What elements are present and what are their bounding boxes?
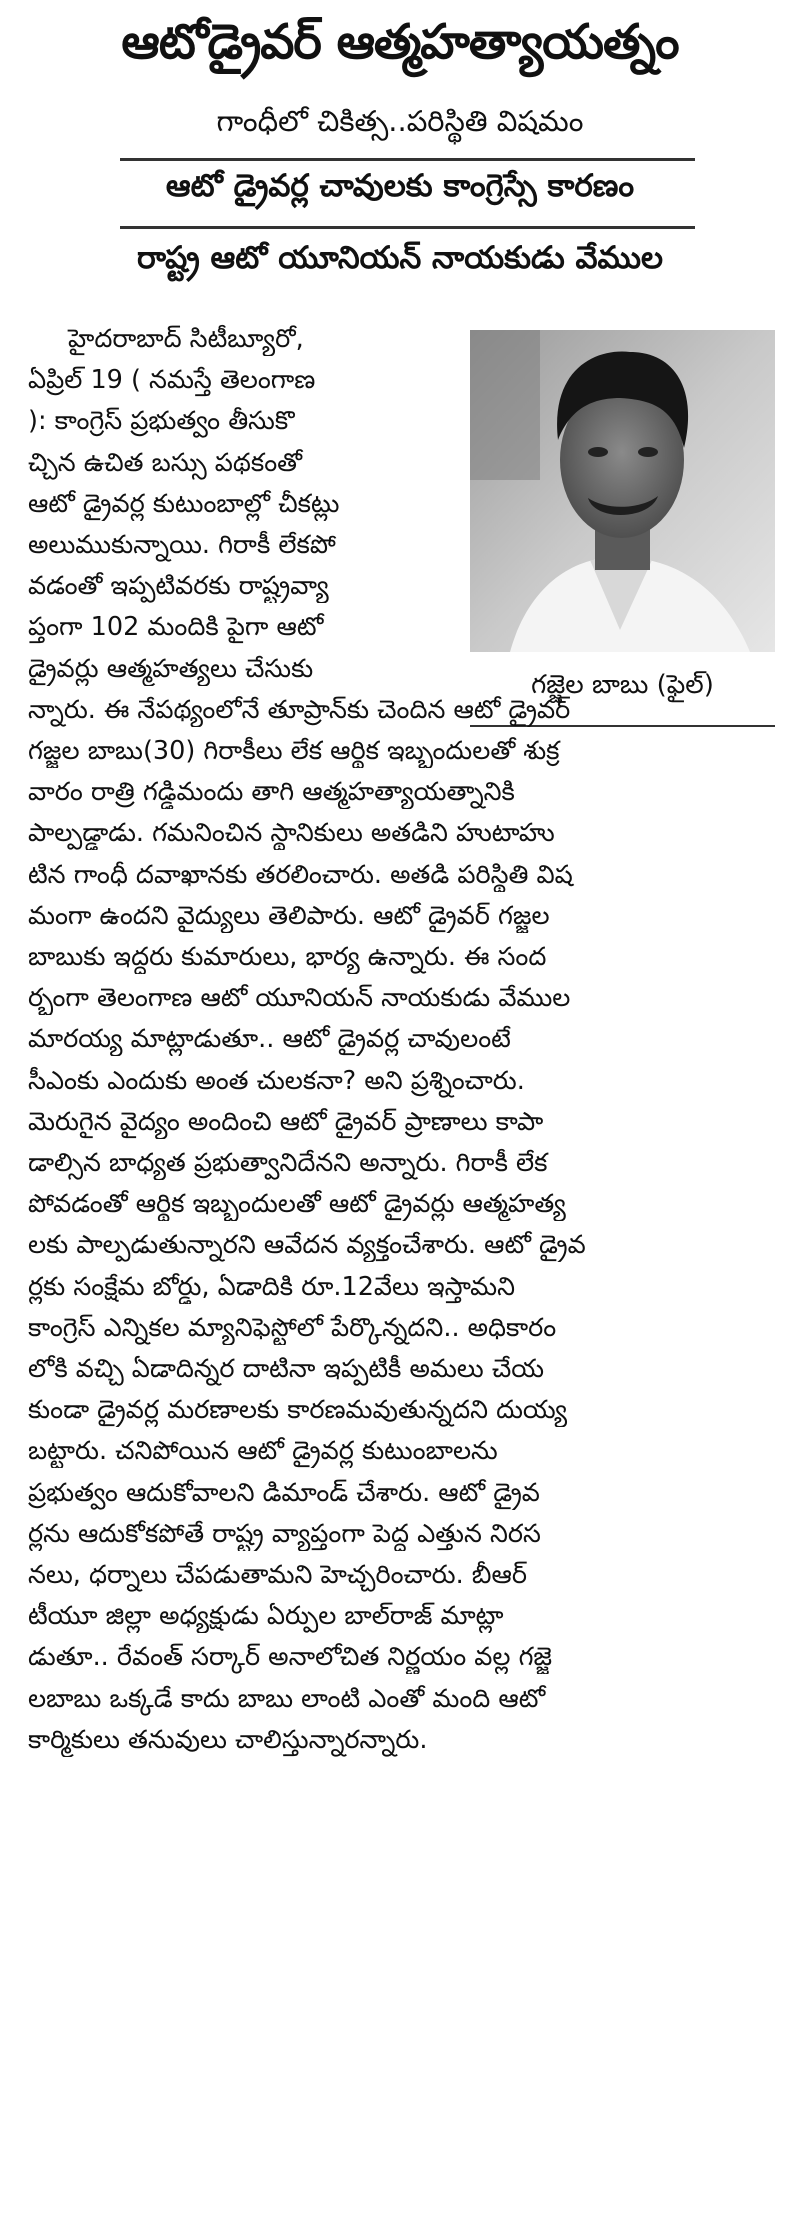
article-line: కాంగ్రెస్ ఎన్నికల మ్యానిఫెస్టోలో పేర్కొన్నదని.. అధికారం [28, 1312, 557, 1343]
article-line: కుండా డ్రైవర్ల మరణాలకు కారణమవుతున్నదని దుయ్య [28, 1395, 568, 1426]
person-photo [470, 330, 775, 652]
article-line: ర్లకు సంక్షేమ బోర్డు, ఏడాదికి రూ.12వేలు ఇస్తామని [28, 1271, 516, 1302]
article-line: ఆటో డ్రైవర్ల కుటుంబాల్లో చీకట్లు [28, 488, 340, 519]
article-line: డుతూ.. రేవంత్ సర్కార్ అనాలోచిత నిర్ణయం వల్ల గజ్జె [28, 1642, 553, 1673]
article-line: డాల్సిన బాధ్యత ప్రభుత్వానిదేనని అన్నారు. గిరాకీ లేక [28, 1148, 548, 1178]
article-line: లోకి వచ్చి ఏడాదిన్నర దాటినా ఇప్పటికీ అమలు చేయ [28, 1354, 545, 1384]
headline-rule-top [120, 158, 695, 161]
headline-rule-mid [120, 226, 695, 229]
photo-figure [470, 330, 775, 740]
article-line: పాల్పడ్డాడు. గమనించిన స్థానికులు అతడిని హుటాహు [28, 818, 555, 849]
article-line: లకు పాల్పడుతున్నారని ఆవేదన వ్యక్తంచేశారు. ఆటో డ్రైవ [28, 1230, 586, 1261]
article-line: టీయూ జిల్లా అధ్యక్షుడు ఏర్పుల బాల్‌రాజ్ మాట్లా [28, 1601, 504, 1632]
article-line: డ్రైవర్లు ఆత్మహత్యలు చేసుకు [28, 653, 314, 684]
article-line: మారయ్య మాట్లాడుతూ.. ఆటో డ్రైవర్ల చావులంటే [28, 1024, 511, 1055]
article-line: మంగా ఉందని వైద్యులు తెలిపారు. ఆటో డ్రైవర్ గజ్జల [28, 900, 550, 931]
article-line: ఏప్రిల్ 19 ( నమస్తే తెలంగాణ [28, 365, 316, 396]
headline-deck-2: రాష్ట్ర ఆటో యూనియన్ నాయకుడు వేముల [136, 240, 664, 276]
article-line: వడంతో ఇప్పటివరకు రాష్ట్రవ్యా [28, 571, 329, 602]
article-line: అలుముకున్నాయి. గిరాకీ లేకపో [28, 530, 336, 560]
article-line: బట్టారు. చనిపోయిన ఆటో డ్రైవర్ల కుటుంబాలను [28, 1436, 498, 1467]
article-line: టిన గాంధీ దవాఖానకు తరలించారు. అతడి పరిస్థితి విష [28, 859, 573, 890]
headline-sub: గాంధీలో చికిత్స..పరిస్థితి విషమం [216, 104, 584, 138]
article-line: ర్లను ఆదుకోకపోతే రాష్ట్ర వ్యాప్తంగా పెద్ద ఎత్తున నిరస [28, 1518, 541, 1549]
article-line: కార్మికులు తనువులు చాలిస్తున్నారన్నారు. [28, 1724, 428, 1755]
article-line: ప్తంగా 102 మందికి పైగా ఆటో [28, 612, 324, 643]
article-line: న్నారు. ఈ నేపథ్యంలోనే తూప్రాన్‌కు చెందిన ఆటో డ్రైవర్ [28, 694, 571, 725]
article-line: బాబుకు ఇద్దరు కుమారులు, భార్య ఉన్నారు. ఈ సంద [28, 942, 547, 972]
photo-caption: గజ్జెల బాబు (ఫైల్) [531, 670, 714, 700]
article-line: మెరుగైన వైద్యం అందించి ఆటో డ్రైవర్ ప్రాణాలు కాపా [28, 1106, 544, 1137]
article-line: లబాబు ఒక్కడే కాదు బాబు లాంటి ఎంతో మంది ఆటో [28, 1683, 546, 1714]
article-line: పోవడంతో ఆర్థిక ఇబ్బందులతో ఆటో డ్రైవర్లు ఆత్మహత్య [28, 1189, 566, 1220]
article-line: సీఎంకు ఎందుకు అంత చులకనా? అని ప్రశ్నించారు. [28, 1065, 525, 1096]
article-line: ర్భంగా తెలంగాణ ఆటో యూనియన్ నాయకుడు వేముల [28, 983, 571, 1014]
article-line: చ్చిన ఉచిత బస్సు పథకంతో [28, 447, 303, 478]
headline-main: ఆటోడ్రైవర్ ఆత్మహత్యాయత్నం [121, 14, 679, 70]
article-line: ప్రభుత్వం ఆదుకోవాలని డిమాండ్ చేశారు. ఆటో డ్రైవ [28, 1477, 540, 1508]
headline-deck-1: ఆటో డ్రైవర్ల చావులకు కాంగ్రెస్సే కారణం [165, 168, 635, 204]
article-line: నలు, ధర్నాలు చేపడుతామని హెచ్చరించారు. బీఆర్ [28, 1560, 527, 1590]
article-line: ): కాంగ్రెస్ ప్రభుత్వం తీసుకొ [28, 406, 295, 437]
article-line: వారం రాత్రి గడ్డిమందు తాగి ఆత్మహత్యాయత్నానికి [28, 777, 515, 808]
article-line: హైదరాబాద్ సిటీబ్యూరో, [68, 324, 304, 354]
article-line: గజ్జల బాబు(30) గిరాకీలు లేక ఆర్థిక ఇబ్బందులతో శుక్ర [28, 736, 560, 766]
